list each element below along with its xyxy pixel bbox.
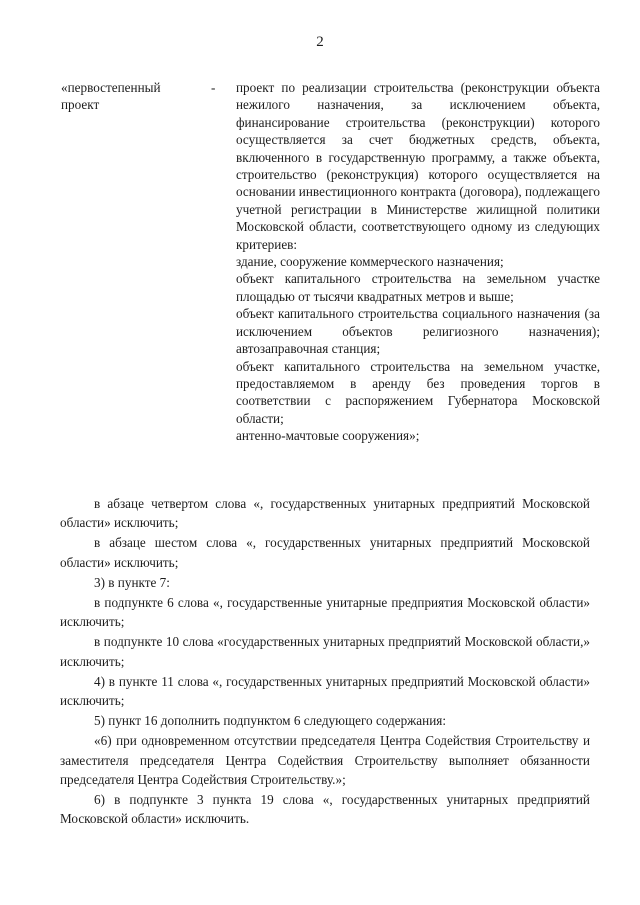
defined-term: «первостепенный проект	[61, 80, 161, 113]
paragraph: 4) в пункте 11 слова «, государственных унитарных предприятий Московской области» исключить;	[60, 673, 590, 709]
paragraph: 6) в подпункте 3 пункта 19 слова «, государственных унитарных предприятий Московской области» исключить.	[60, 792, 590, 827]
page-number: 2	[316, 34, 324, 50]
criterion-item: антенно-мачтовые сооружения»;	[236, 428, 420, 444]
amendment-paragraphs	[60, 494, 590, 828]
definition-intro: проект по реализации строительства (реконструкции объекта нежилого назначения, за исключением объекта, финансирование строительства (реконструкции) которого осуществляется за счет бюджетных средств, объекта, включенного в государственную программу, а также объекта, строительство (реконструкция) которого осуществляется на основании инвестиционного контракта (договора), подлежащего учетной регистрации в Министерстве жилищной политики Московской области, соответствующего одному из следующих критериев:	[236, 80, 600, 252]
criterion-item: объект капитального строительства на земельном участке, предоставляемом в аренду без проведения торгов в соответствии с распоряжением Губернатора Московской области;	[236, 358, 600, 426]
criterion-item: здание, сооружение коммерческого назначения;	[236, 254, 504, 270]
paragraph: в подпункте 10 слова «государственных унитарных предприятий Московской области,» исключить;	[60, 634, 590, 669]
paragraph: 3) в пункте 7:	[94, 574, 170, 590]
term-definition	[236, 79, 600, 445]
paragraph: в абзаце шестом слова «, государственных унитарных предприятий Московской области» исключить;	[60, 535, 590, 570]
paragraph: в подпункте 6 слова «, государственные унитарные предприятия Московской области» исключить;	[60, 595, 590, 630]
paragraph: в абзаце четвертом слова «, государственных унитарных предприятий Московской области» исключить;	[60, 496, 590, 531]
criterion-item: объект капитального строительства социального назначения (за исключением объектов религиозного назначения); автозаправочная станция;	[236, 306, 600, 357]
term-dash: -	[211, 80, 216, 95]
paragraph: «6) при одновременном отсутствии председателя Центра Содействия Строительству и заместителя председателя Центра Содействия Строительству выполняет обязанности председателя Центра Содействия Строительству.»;	[60, 733, 590, 787]
criterion-item: объект капитального строительства на земельном участке площадью от тысячи квадратных метров и выше;	[236, 271, 600, 304]
paragraph: 5) пункт 16 дополнить подпунктом 6 следующего содержания:	[94, 713, 446, 729]
